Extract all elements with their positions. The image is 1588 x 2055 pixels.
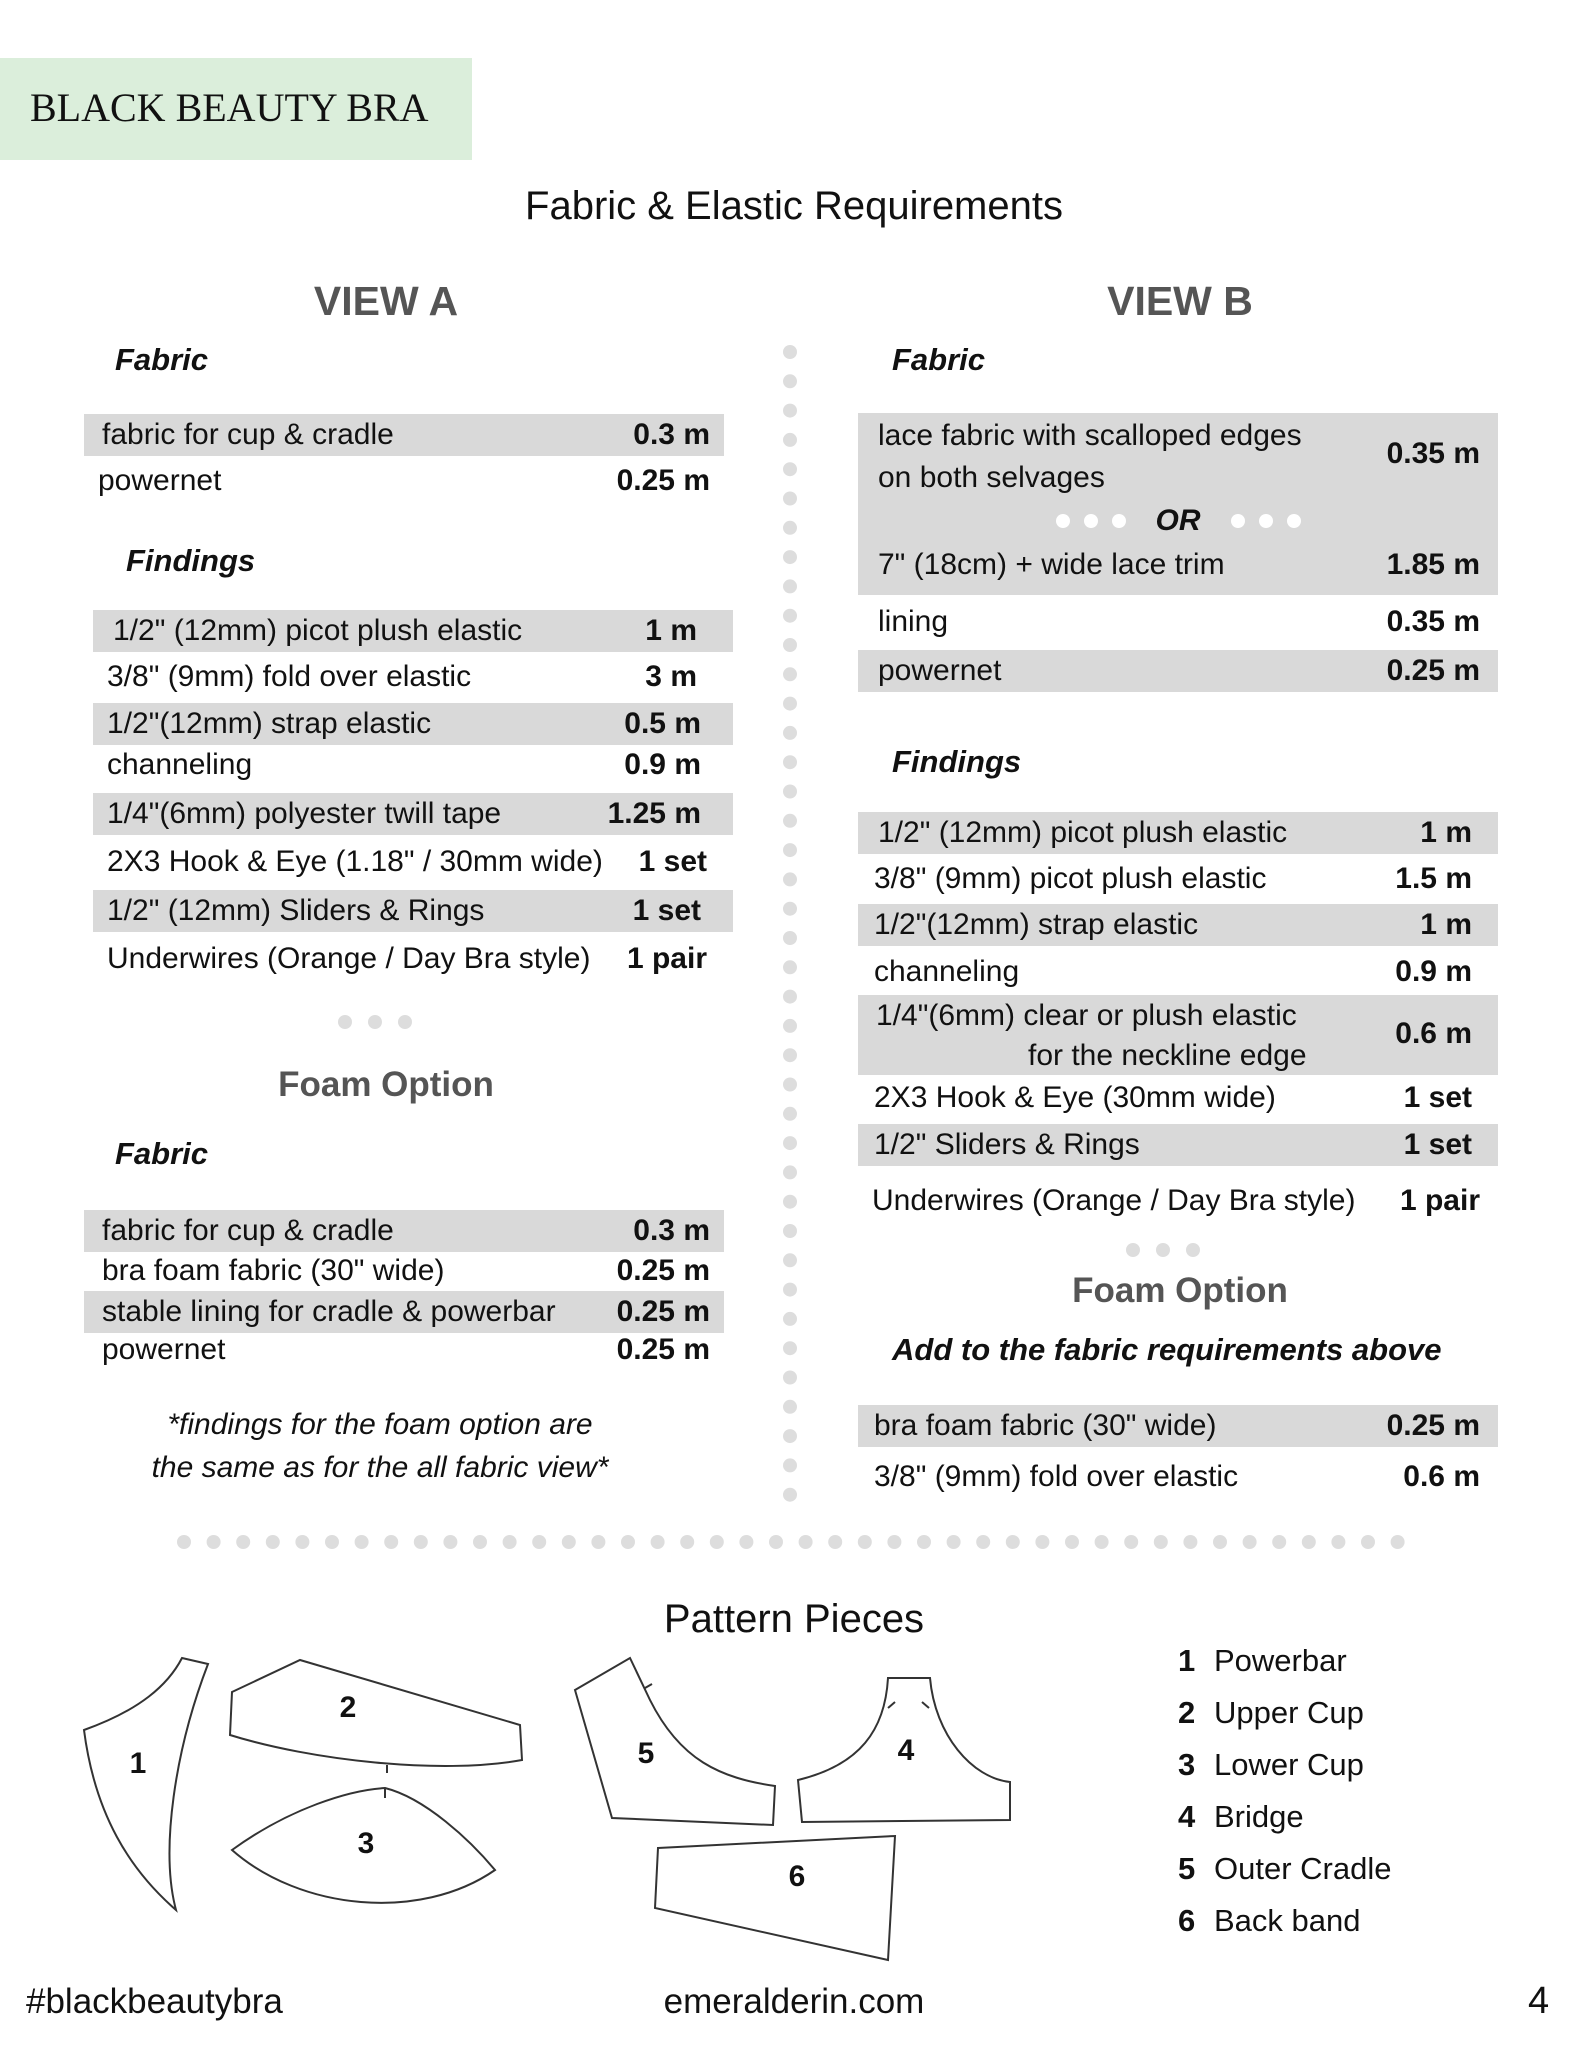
divider-dot [799, 1535, 813, 1549]
view-b-fabric-label: Fabric [892, 342, 986, 377]
divider-dot [783, 1341, 797, 1355]
trim-qty: 1.85 m [1386, 548, 1480, 581]
divider-dot [783, 1253, 797, 1267]
divider-dot [828, 1535, 842, 1549]
divider-dot [177, 1535, 191, 1549]
divider-dot [783, 1165, 797, 1179]
divider-dot [976, 1535, 990, 1549]
divider-dot [783, 1136, 797, 1150]
divider-dot [783, 1488, 797, 1502]
divider-dot [562, 1535, 576, 1549]
divider-dot [783, 1283, 797, 1297]
or-dot [1056, 514, 1070, 528]
item-label: 1/2" Sliders & Rings [874, 1128, 1140, 1161]
view-b-lace-block [858, 413, 1498, 595]
item-qty: 1 set [632, 894, 701, 927]
divider-dot [783, 667, 797, 681]
legend-item: 5 Outer Cradle [1178, 1851, 1392, 1886]
item-label: channeling [107, 748, 253, 781]
legend-item: 3 Lower Cup [1178, 1747, 1364, 1782]
view-a-finding-row [93, 744, 733, 786]
view-a-foam-fabric-label: Fabric [115, 1136, 209, 1171]
piece-label: 5 [637, 1737, 655, 1770]
neckline-line: for the neckline edge [1028, 1039, 1307, 1072]
item-qty: 0.25 m [1386, 654, 1480, 687]
piece-label: 1 [129, 1747, 147, 1780]
divider-dot [1391, 1535, 1405, 1549]
view-b-finding-row [858, 1077, 1498, 1119]
divider-dot [783, 492, 797, 506]
view-b-finding-row [858, 948, 1498, 990]
item-label: powernet [102, 1333, 226, 1366]
divider-dot [783, 931, 797, 945]
view-a-foam-row [84, 1210, 724, 1252]
or-dot [1084, 514, 1098, 528]
item-qty: 3 m [645, 660, 697, 693]
divider-dot [858, 1535, 872, 1549]
view-a-fabric-label: Fabric [115, 342, 209, 377]
view-b-foam-row [858, 1405, 1498, 1447]
trim-label: 7" (18cm) + wide lace trim [878, 548, 1225, 581]
view-a-findings-label: Findings [126, 543, 256, 578]
item-qty: 0.6 m [1403, 1460, 1480, 1493]
divider-dot [783, 638, 797, 652]
foam-findings-note [100, 1403, 660, 1489]
ellipsis-dots [1118, 1238, 1208, 1262]
item-qty: 0.3 m [633, 1214, 710, 1247]
divider-dot [1213, 1535, 1227, 1549]
divider-dot [783, 1458, 797, 1472]
divider-dot [503, 1535, 517, 1549]
divider-dot [710, 1535, 724, 1549]
legend-item: 6 Back band [1178, 1903, 1361, 1938]
view-a-finding-row [93, 703, 733, 745]
divider-dot [783, 785, 797, 799]
view-a-finding-row [93, 938, 733, 980]
divider-dot [473, 1535, 487, 1549]
divider-dot [295, 1535, 309, 1549]
item-label: 1/2"(12mm) strap elastic [874, 908, 1199, 941]
item-label: 3/8" (9mm) fold over elastic [107, 660, 472, 693]
view-b-fabric-row [858, 601, 1498, 643]
or-dot [1259, 514, 1273, 528]
divider-dot [1006, 1535, 1020, 1549]
legend-item: 1 Powerbar [1178, 1643, 1347, 1678]
item-label: 3/8" (9mm) picot plush elastic [874, 862, 1267, 895]
legend-item: 4 Bridge [1178, 1799, 1304, 1834]
divider-dot [783, 697, 797, 711]
horizontal-dotted-divider [177, 1535, 1405, 1549]
view-b-neckline-row [858, 995, 1498, 1075]
item-label: bra foam fabric (30" wide) [102, 1254, 445, 1287]
item-label: Underwires (Orange / Day Bra style) [872, 1184, 1356, 1217]
divider-dot [1361, 1535, 1375, 1549]
item-label: lining [878, 605, 949, 638]
divider-dot [783, 609, 797, 623]
divider-dot [621, 1535, 635, 1549]
divider-dot [1035, 1535, 1049, 1549]
lace-qty: 0.35 m [1386, 437, 1480, 470]
piece-label: 4 [897, 1734, 915, 1767]
view-b-finding-row [858, 1180, 1498, 1222]
item-label: Underwires (Orange / Day Bra style) [107, 942, 591, 975]
view-a-finding-row [93, 656, 733, 698]
divider-dot [783, 960, 797, 974]
lace-description [878, 415, 1302, 499]
page-title: Fabric & Elastic Requirements [525, 184, 1063, 228]
piece-outer-cradle-shape [575, 1658, 775, 1825]
divider-dot [236, 1535, 250, 1549]
divider-dot [783, 462, 797, 476]
item-label: fabric for cup & cradle [102, 1214, 394, 1247]
divider-dot [1331, 1535, 1345, 1549]
or-label: OR [1155, 504, 1201, 537]
view-b-finding-row [858, 858, 1498, 900]
item-qty: 1 pair [626, 942, 707, 975]
item-label: 1/4"(6mm) polyester twill tape [107, 797, 502, 830]
item-label: 2X3 Hook & Eye (1.18" / 30mm wide) [107, 845, 603, 878]
divider-dot [783, 1312, 797, 1326]
note-line: the same as for the all fabric view* [151, 1451, 609, 1484]
view-a-finding-row [93, 890, 733, 932]
divider-dot [783, 374, 797, 388]
item-label: 2X3 Hook & Eye (30mm wide) [874, 1081, 1276, 1114]
divider-dot [591, 1535, 605, 1549]
divider-dot [783, 404, 797, 418]
view-a-foam-row [84, 1329, 724, 1371]
view-a-heading: VIEW A [313, 278, 459, 324]
item-qty: 0.25 m [616, 1333, 710, 1366]
divider-dot [783, 550, 797, 564]
divider-dot [947, 1535, 961, 1549]
neckline-line: 1/4"(6mm) clear or plush elastic [876, 999, 1297, 1032]
piece-label: 2 [339, 1691, 357, 1724]
view-b-foam-row [858, 1456, 1498, 1498]
lace-line: lace fabric with scalloped edges [878, 419, 1302, 452]
view-a-finding-row [93, 841, 733, 883]
item-qty: 0.5 m [624, 707, 701, 740]
divider-dot [1243, 1535, 1257, 1549]
divider-dot [783, 1429, 797, 1443]
divider-dot [887, 1535, 901, 1549]
legend-item: 2 Upper Cup [1178, 1695, 1364, 1730]
item-label: 1/2" (12mm) Sliders & Rings [107, 894, 485, 927]
item-qty: 1 set [1403, 1128, 1472, 1161]
footer-hashtag: #blackbeautybra [26, 1982, 283, 2021]
item-qty: 0.25 m [616, 1295, 710, 1328]
piece-label: 3 [357, 1827, 375, 1860]
page-number: 4 [1528, 1980, 1550, 2022]
divider-dot [783, 521, 797, 535]
item-label: 1/2"(12mm) strap elastic [107, 707, 432, 740]
or-dot [1287, 514, 1301, 528]
divider-dot [1154, 1535, 1168, 1549]
pattern-pieces-diagram [0, 1640, 1060, 1970]
view-a-fabric-row [84, 414, 724, 456]
notch-mark [645, 1684, 652, 1688]
view-a-finding-row [93, 793, 733, 835]
or-divider [858, 501, 1498, 541]
item-qty: 1 set [638, 845, 707, 878]
view-b-finding-row [858, 904, 1498, 946]
view-b-fabric-row [858, 650, 1498, 692]
view-a-foam-row [84, 1250, 724, 1292]
view-b-foam-heading: Foam Option [1072, 1271, 1288, 1310]
ellipsis-dots [330, 1010, 420, 1034]
divider-dot [532, 1535, 546, 1549]
item-qty: 0.3 m [633, 418, 710, 451]
item-qty: 0.9 m [1395, 955, 1472, 988]
view-b-foam-subheading: Add to the fabric requirements above [892, 1332, 1442, 1367]
divider-dot [783, 755, 797, 769]
item-label: 3/8" (9mm) fold over elastic [874, 1460, 1239, 1493]
piece-back-band-shape [655, 1836, 895, 1960]
item-qty: 1 m [1420, 816, 1472, 849]
pattern-name: BLACK BEAUTY BRA [30, 85, 429, 130]
piece-powerbar-shape [84, 1658, 208, 1910]
divider-dot [384, 1535, 398, 1549]
divider-dot [651, 1535, 665, 1549]
divider-dot [783, 345, 797, 359]
divider-dot [783, 872, 797, 886]
divider-dot [1095, 1535, 1109, 1549]
divider-dot [783, 1107, 797, 1121]
item-qty: 0.25 m [1386, 1409, 1480, 1442]
lace-line: on both selvages [878, 461, 1105, 494]
divider-dot [783, 1371, 797, 1385]
divider-dot [355, 1535, 369, 1549]
view-b-finding-row [858, 812, 1498, 854]
divider-dot [783, 433, 797, 447]
view-b-findings-label: Findings [892, 744, 1022, 779]
view-b-heading: VIEW B [1107, 278, 1253, 324]
item-label: powernet [98, 464, 222, 497]
divider-dot [783, 814, 797, 828]
divider-dot [739, 1535, 753, 1549]
item-label: bra foam fabric (30" wide) [874, 1409, 1217, 1442]
divider-dot [1272, 1535, 1286, 1549]
divider-dot [443, 1535, 457, 1549]
item-qty: 0.25 m [616, 1254, 710, 1287]
divider-dot [207, 1535, 221, 1549]
divider-dot [783, 579, 797, 593]
item-qty: 0.9 m [624, 748, 701, 781]
divider-dot [917, 1535, 931, 1549]
item-label: channeling [874, 955, 1020, 988]
divider-dot [783, 1048, 797, 1062]
item-qty: 1 m [1420, 908, 1472, 941]
divider-dot [1183, 1535, 1197, 1549]
divider-dot [1124, 1535, 1138, 1549]
or-dot [1231, 514, 1245, 528]
divider-dot [266, 1535, 280, 1549]
item-label: fabric for cup & cradle [102, 418, 394, 451]
item-label: stable lining for cradle & powerbar [102, 1295, 556, 1328]
item-qty: 0.35 m [1386, 605, 1480, 638]
view-a-finding-row [93, 610, 733, 652]
divider-dot [783, 990, 797, 1004]
item-qty: 1 m [645, 614, 697, 647]
item-qty: 1 pair [1399, 1184, 1480, 1217]
item-qty: 1.25 m [607, 797, 701, 830]
view-a-fabric-row [84, 460, 724, 502]
view-b-finding-row [858, 1124, 1498, 1166]
divider-dot [783, 1400, 797, 1414]
divider-dot [680, 1535, 694, 1549]
divider-dot [783, 726, 797, 740]
item-label: 1/2" (12mm) picot plush elastic [113, 614, 523, 647]
divider-dot [783, 1195, 797, 1209]
footer-website[interactable]: emeralderin.com [663, 1982, 925, 2021]
view-a-foam-heading: Foam Option [278, 1065, 494, 1104]
divider-dot [414, 1535, 428, 1549]
piece-label: 6 [788, 1860, 806, 1893]
vertical-dotted-divider [783, 345, 797, 1502]
piece-upper-cup-shape [230, 1660, 522, 1766]
item-label: powernet [878, 654, 1002, 687]
divider-dot [783, 1224, 797, 1238]
neckline-qty: 0.6 m [1395, 1017, 1472, 1050]
item-qty: 1 set [1403, 1081, 1472, 1114]
divider-dot [1065, 1535, 1079, 1549]
or-dot [1112, 514, 1126, 528]
item-qty: 1.5 m [1395, 862, 1472, 895]
divider-dot [783, 843, 797, 857]
divider-dot [783, 902, 797, 916]
item-qty: 0.25 m [616, 464, 710, 497]
divider-dot [325, 1535, 339, 1549]
note-line: *findings for the foam option are [167, 1408, 593, 1441]
divider-dot [783, 1019, 797, 1033]
item-label: 1/2" (12mm) picot plush elastic [878, 816, 1288, 849]
divider-dot [783, 1078, 797, 1092]
divider-dot [769, 1535, 783, 1549]
view-a-foam-row [84, 1291, 724, 1333]
pattern-pieces-heading: Pattern Pieces [663, 1597, 925, 1641]
divider-dot [1302, 1535, 1316, 1549]
